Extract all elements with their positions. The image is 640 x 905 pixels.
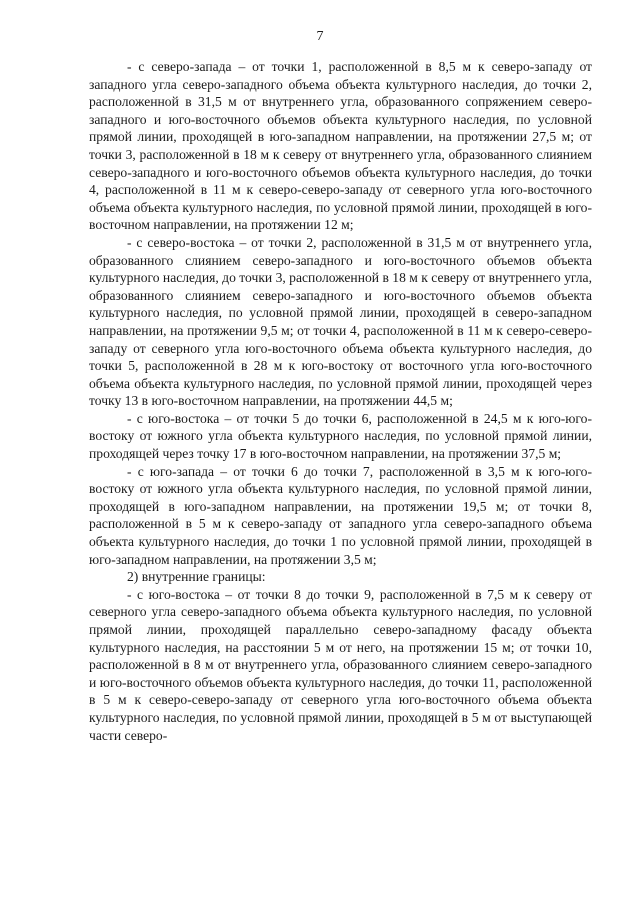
paragraph-inner-southeast: - с юго-востока – от точки 8 до точки 9, расположенной в 7,5 м к северу от северного угла северо-западного объема объекта культурного наследия, по условной прямой линии, проходящей параллельно северо-западному фасаду объекта культурного наследия, на расстоянии 5 м от него, на протяжении 15 м; от точки 10, расположенной в 8 м от внутреннего угла, образованного слиянием северо-западного и юго-восточного объемов объекта культурного наследия, до точки 11, расположенной в 5 м к северо-северо-западу от северного угла юго-восточного объема объекта культурного наследия, по условной прямой линии, проходящей в 5 м от выступающей части северо- [89, 586, 592, 743]
paragraph-northwest: - с северо-запада – от точки 1, расположенной в 8,5 м к северо-западу от западного угла северо-западного объема объекта культурного наследия, до точки 2, расположенной в 31,5 м от внутреннего угла, образованного сопряжением северо-западного и юго-восточного объемов объекта культурного наследия, по условной прямой линии, проходящей в юго-западном направлении, на протяжении 27,5 м; от точки 3, расположенной в 18 м к северу от внутреннего угла, образованного слиянием северо-западного и юго-восточного объемов объекта культурного наследия, до точки 4, расположенной в 11 м к северо-северо-западу от северного угла юго-восточного объема объекта культурного наследия, по условной прямой линии, проходящей в юго-восточном направлении, на протяжении 12 м; [89, 59, 592, 233]
paragraph-southwest: - с юго-запада – от точки 6 до точки 7, расположенной в 3,5 м к юго-юго-востоку от южного угла объекта культурного наследия, по условной прямой линии, проходящей в юго-западном направлении, на протяжении 19,5 м; от точки 8, расположенной в 5 м к северо-западу от западного угла северо-западного объема объекта культурного наследия, до точки 1 по условной прямой линии, проходящей в юго-западном направлении, на протяжении 3,5 м; [89, 463, 592, 567]
document-body [89, 58, 592, 744]
paragraph-northeast: - с северо-востока – от точки 2, расположенной в 31,5 м от внутреннего угла, образованного слиянием северо-западного и юго-восточного объемов объекта культурного наследия, до точки 3, расположенной в 18 м к северу от внутреннего угла, образованного слиянием северо-западного и юго-восточного объемов объекта культурного наследия, по условной прямой линии, проходящей в северо-западном направлении, на протяжении 9,5 м; от точки 4, расположенной в 11 м к северо-северо-западу от северного угла юго-восточного объема объекта культурного наследия, до точки 5, расположенной в 28 м к юго-востоку от восточного угла юго-восточного объема объекта культурного наследия, по условной прямой линии, проходящей через точку 13 в юго-восточном направлении, на протяжении 44,5 м; [89, 234, 592, 409]
paragraph-inner-borders-heading: 2) внутренние границы: [127, 569, 266, 585]
page-number: 7 [316, 29, 324, 44]
paragraph-southeast: - с юго-востока – от точки 5 до точки 6, расположенной в 24,5 м к юго-юго-востоку от южного угла объекта культурного наследия, по условной прямой линии, проходящей через точку 17 в юго-восточном направлении, на протяжении 37,5 м; [89, 410, 592, 462]
